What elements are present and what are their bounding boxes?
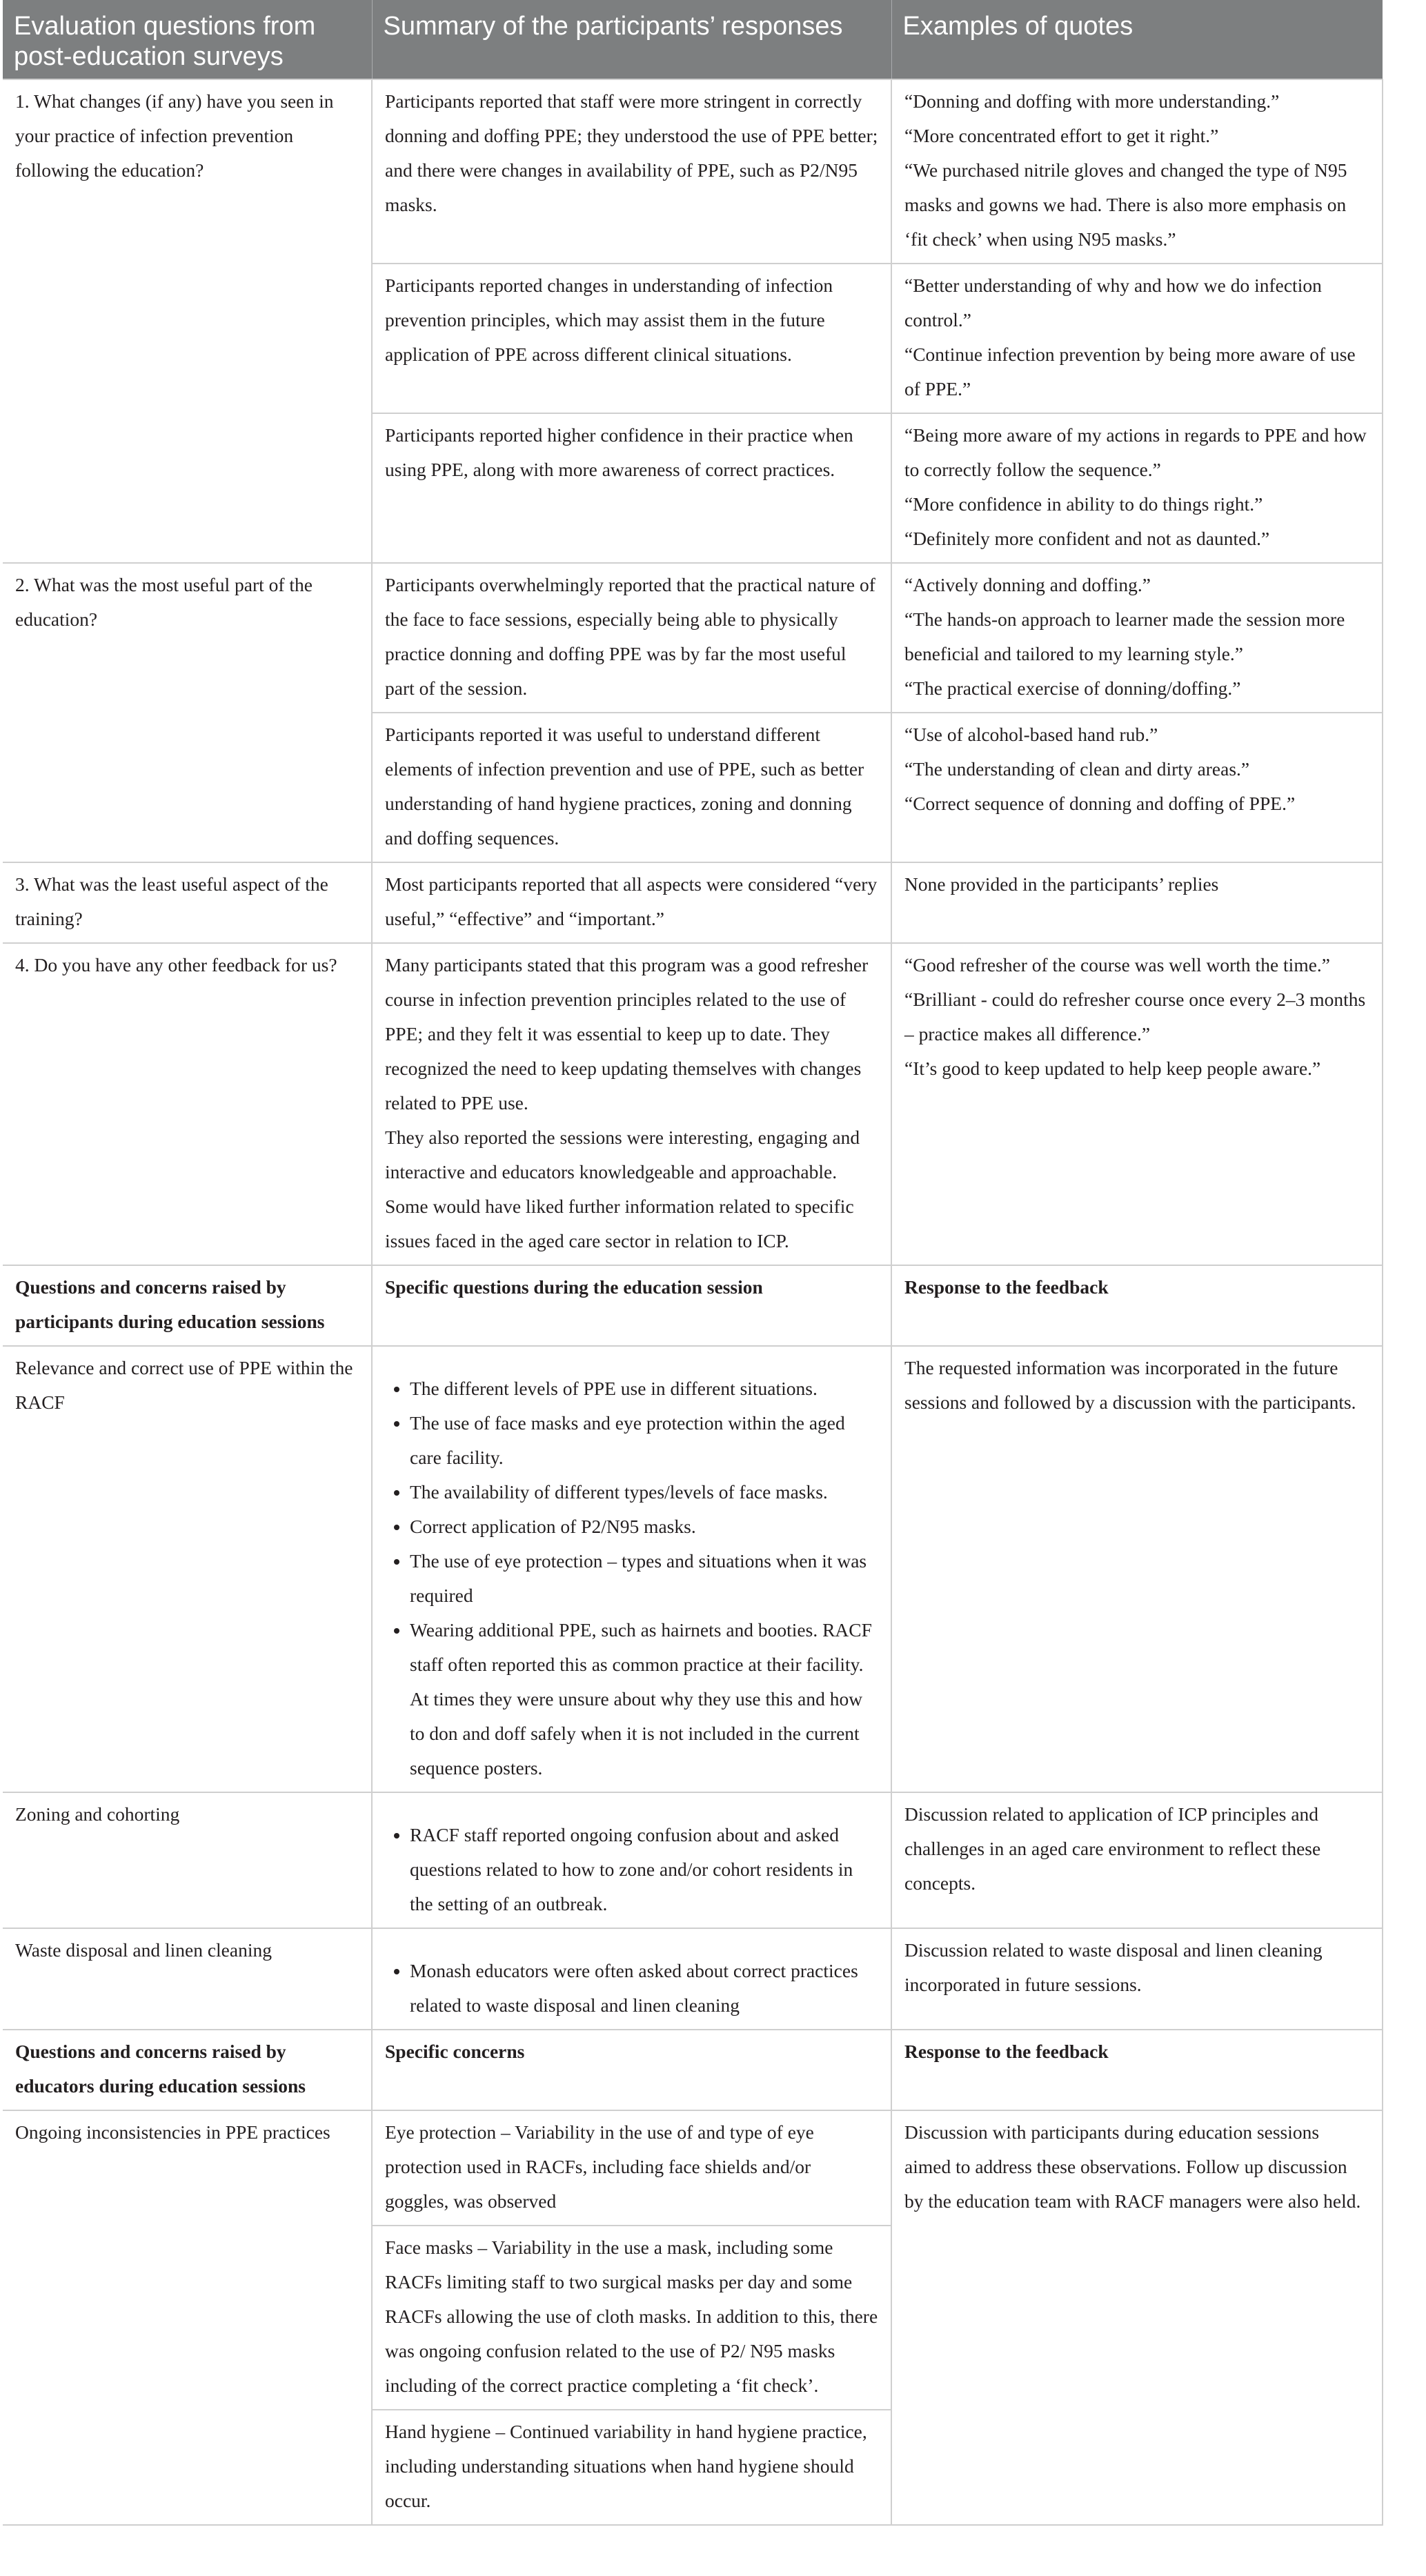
quote: “Correct sequence of donning and doffing of PPE.” bbox=[904, 793, 1296, 814]
quote: “It’s good to keep updated to help keep people aware.” bbox=[904, 1058, 1321, 1079]
quote: “Use of alcohol-based hand rub.” bbox=[904, 724, 1158, 745]
section-heading: Specific concerns bbox=[372, 2030, 891, 2110]
summary-cell: Participants reported that staff were more stringent in correctly donning and doffing PPE; they understood the use of PPE better; and there were changes in availability of PPE, such as P2/N95 masks. bbox=[372, 79, 891, 264]
quotes-cell bbox=[891, 563, 1383, 713]
section-heading: Response to the feedback bbox=[891, 2030, 1383, 2110]
list-item: • Correct application of P2/N95 masks. bbox=[410, 1509, 878, 1544]
quotes-cell bbox=[891, 79, 1383, 264]
quote: None provided in the participants’ replies bbox=[904, 873, 1219, 895]
section-header-row bbox=[3, 1265, 1383, 1346]
topic-cell: Relevance and correct use of PPE within the RACF bbox=[3, 1346, 372, 1792]
summary-cell bbox=[372, 943, 891, 1265]
questions-cell bbox=[372, 1928, 891, 2030]
summary-paragraph: They also reported the sessions were interesting, engaging and interactive and educators knowledgeable and approachable. bbox=[385, 1127, 860, 1182]
table-header-row bbox=[3, 0, 1383, 79]
topic-cell: Ongoing inconsistencies in PPE practices bbox=[3, 2110, 372, 2525]
quotes-cell bbox=[891, 264, 1383, 413]
quote: “Actively donning and doffing.” bbox=[904, 574, 1151, 595]
quote: “The understanding of clean and dirty areas.” bbox=[904, 758, 1250, 780]
evaluation-table bbox=[3, 0, 1383, 2526]
quote: “Better understanding of why and how we do infection control.” bbox=[904, 275, 1322, 330]
response-cell: Discussion related to application of ICP principles and challenges in an aged care environment to reflect these concepts. bbox=[891, 1792, 1383, 1928]
bullet-list bbox=[385, 1818, 878, 1921]
questions-cell bbox=[372, 1792, 891, 1928]
summary-cell: Participants reported it was useful to understand different elements of infection prevention and use of PPE, such as better understanding of hand hygiene practices, zoning and donning and doffing sequences. bbox=[372, 713, 891, 862]
concern-cell: Hand hygiene – Continued variability in hand hygiene practice, including understanding situations when hand hygiene should occur. bbox=[372, 2410, 891, 2525]
table-row bbox=[3, 1792, 1383, 1928]
summary-cell: Participants overwhelmingly reported that the practical nature of the face to face sessions, especially being able to physically practice donning and doffing PPE was by far the most useful part of the session. bbox=[372, 563, 891, 713]
list-item: • Wearing additional PPE, such as hairnets and booties. RACF staff often reported this as common practice at their facility. At times they were unsure about why they use this and how to don and doff safely when it is not included in the current sequence posters. bbox=[410, 1613, 878, 1785]
question-cell: 3. What was the least useful aspect of the training? bbox=[3, 862, 372, 943]
table-row bbox=[3, 862, 1383, 943]
quotes-cell bbox=[891, 413, 1383, 563]
quote: “Continue infection prevention by being more aware of use of PPE.” bbox=[904, 344, 1356, 399]
quotes-cell bbox=[891, 862, 1383, 943]
table-row bbox=[3, 1346, 1383, 1792]
list-item: • The use of eye protection – types and situations when it was required bbox=[410, 1544, 878, 1613]
bullet-list bbox=[385, 1371, 878, 1785]
quotes-cell bbox=[891, 713, 1383, 862]
header-example-quotes: Examples of quotes bbox=[891, 0, 1383, 79]
bullet-list bbox=[385, 1954, 878, 2023]
quote: “We purchased nitrile gloves and changed the type of N95 masks and gowns we had. There is also more emphasis on ‘fit check’ when using N95 masks.” bbox=[904, 159, 1347, 250]
section-header-row bbox=[3, 2030, 1383, 2110]
quote: “More confidence in ability to do things right.” bbox=[904, 493, 1263, 515]
table-row bbox=[3, 1928, 1383, 2030]
quote: “Definitely more confident and not as daunted.” bbox=[904, 528, 1270, 549]
header-summary-responses: Summary of the participants’ responses bbox=[372, 0, 891, 79]
quote: “More concentrated effort to get it right.” bbox=[904, 125, 1219, 146]
quote: “Good refresher of the course was well worth the time.” bbox=[904, 954, 1330, 975]
summary-paragraph: Many participants stated that this program was a good refresher course in infection prevention principles related to the use of PPE; and they felt it was essential to keep up to date. They recognized the need to keep updating themselves with changes related to PPE use. bbox=[385, 954, 869, 1113]
list-item: • The different levels of PPE use in different situations. bbox=[410, 1371, 878, 1406]
table-row bbox=[3, 943, 1383, 1265]
response-cell: The requested information was incorporated in the future sessions and followed by a discussion with the participants. bbox=[891, 1346, 1383, 1792]
header-evaluation-questions: Evaluation questions from post-education surveys bbox=[3, 0, 372, 79]
quote: “Brilliant - could do refresher course once every 2–3 months – practice makes all difference.” bbox=[904, 989, 1366, 1044]
questions-cell bbox=[372, 1346, 891, 1792]
question-cell: 2. What was the most useful part of the education? bbox=[3, 563, 372, 862]
summary-cell: Participants reported higher confidence in their practice when using PPE, along with more awareness of correct practices. bbox=[372, 413, 891, 563]
response-cell: Discussion with participants during education sessions aimed to address these observations. Follow up discussion by the education team with RACF managers were also held. bbox=[891, 2110, 1383, 2525]
quote: “The practical exercise of donning/doffing.” bbox=[904, 677, 1241, 699]
summary-paragraph: Some would have liked further information related to specific issues faced in the aged care sector in relation to ICP. bbox=[385, 1196, 854, 1251]
summary-cell: Participants reported changes in understanding of infection prevention principles, which may assist them in the future application of PPE across different clinical situations. bbox=[372, 264, 891, 413]
concern-cell: Face masks – Variability in the use a mask, including some RACFs limiting staff to two surgical masks per day and some RACFs allowing the use of cloth masks. In addition to this, there was ongoing confusion related to the use of P2/ N95 masks including of the correct practice completing a ‘fit check’. bbox=[372, 2226, 891, 2410]
question-cell: 1. What changes (if any) have you seen in your practice of infection prevention following the education? bbox=[3, 79, 372, 563]
list-item: • RACF staff reported ongoing confusion about and asked questions related to how to zone and/or cohort residents in the setting of an outbreak. bbox=[410, 1818, 878, 1921]
question-cell: 4. Do you have any other feedback for us? bbox=[3, 943, 372, 1265]
summary-cell: Most participants reported that all aspects were considered “very useful,” “effective” and “important.” bbox=[372, 862, 891, 943]
response-cell: Discussion related to waste disposal and linen cleaning incorporated in future sessions. bbox=[891, 1928, 1383, 2030]
section-heading: Specific questions during the education session bbox=[372, 1265, 891, 1346]
table-row bbox=[3, 79, 1383, 264]
list-item: • Monash educators were often asked about correct practices related to waste disposal and linen cleaning bbox=[410, 1954, 878, 2023]
topic-cell: Zoning and cohorting bbox=[3, 1792, 372, 1928]
section-heading: Response to the feedback bbox=[891, 1265, 1383, 1346]
table-row bbox=[3, 563, 1383, 713]
quotes-cell bbox=[891, 943, 1383, 1265]
quote: “Being more aware of my actions in regards to PPE and how to correctly follow the sequence.” bbox=[904, 424, 1367, 480]
quote: “Donning and doffing with more understanding.” bbox=[904, 90, 1280, 112]
table-row bbox=[3, 2110, 1383, 2226]
topic-cell: Waste disposal and linen cleaning bbox=[3, 1928, 372, 2030]
quote: “The hands-on approach to learner made the session more beneficial and tailored to my learning style.” bbox=[904, 608, 1345, 664]
list-item: • The availability of different types/levels of face masks. bbox=[410, 1475, 878, 1509]
section-heading: Questions and concerns raised by educators during education sessions bbox=[3, 2030, 372, 2110]
section-heading: Questions and concerns raised by participants during education sessions bbox=[3, 1265, 372, 1346]
list-item: • The use of face masks and eye protection within the aged care facility. bbox=[410, 1406, 878, 1475]
concern-cell: Eye protection – Variability in the use of and type of eye protection used in RACFs, including face shields and/or goggles, was observed bbox=[372, 2110, 891, 2226]
